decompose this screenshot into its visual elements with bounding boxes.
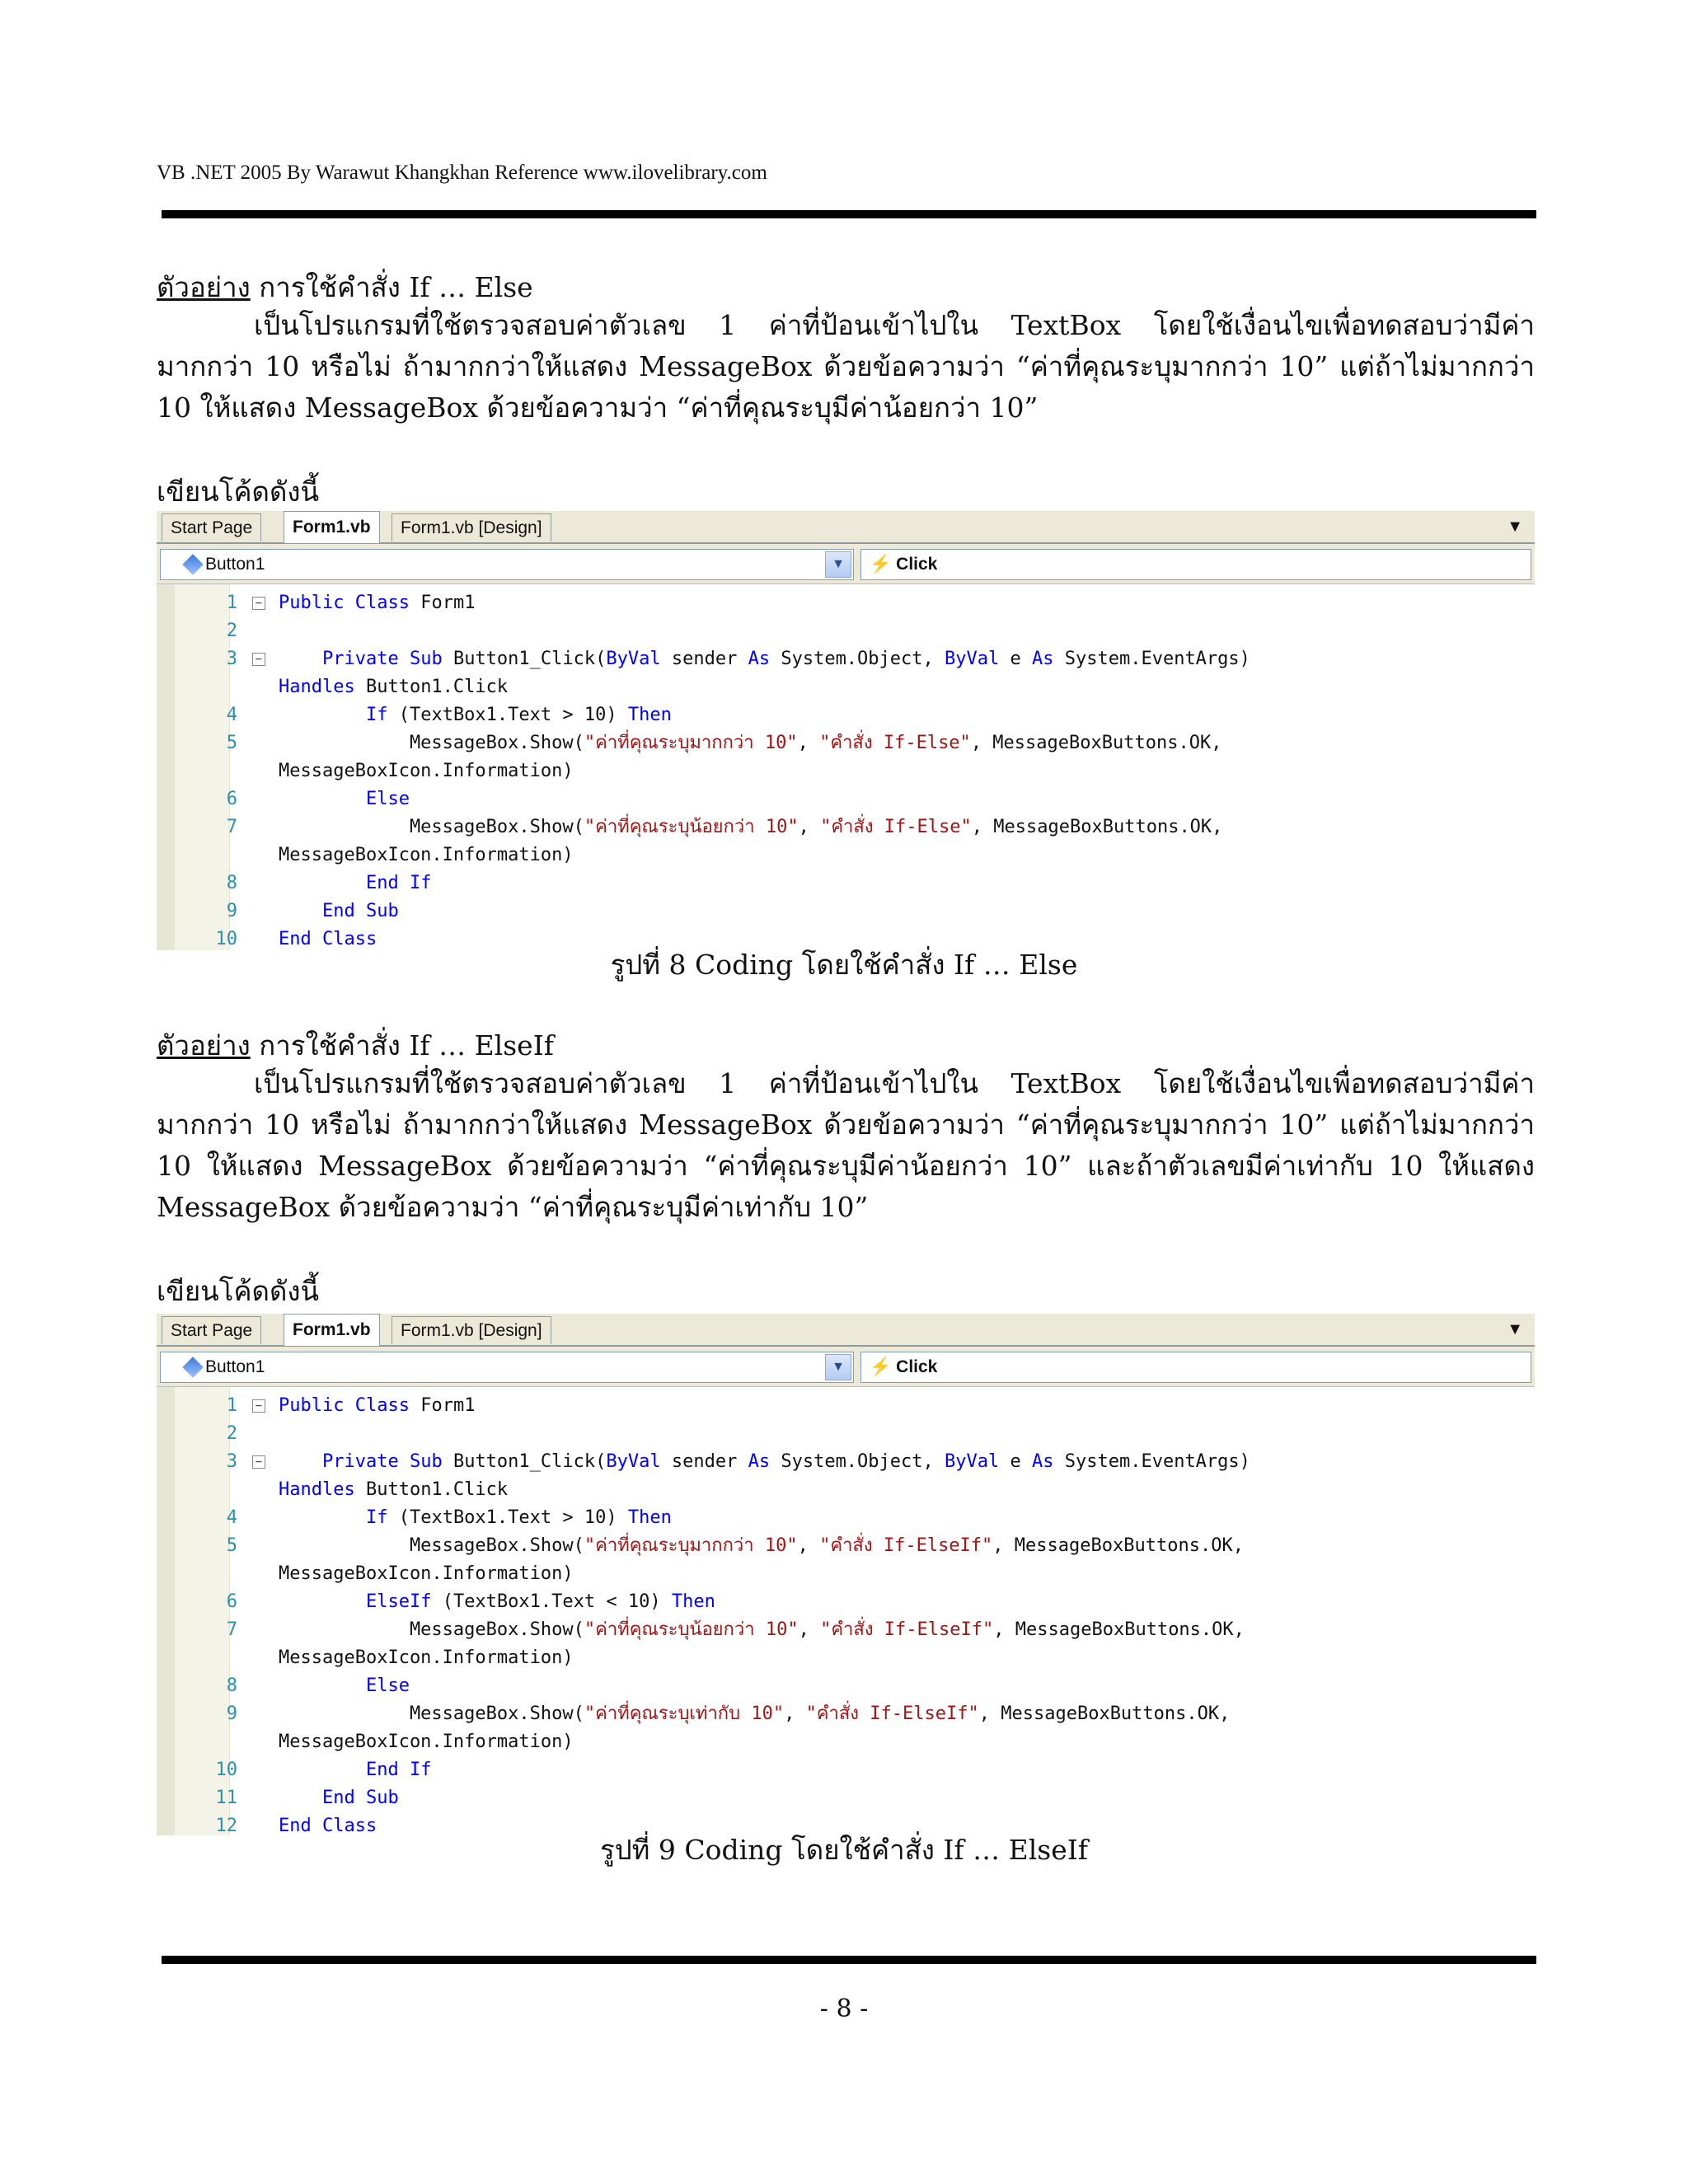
code-editor-2[interactable] [157,1387,1535,1835]
event-bolt-icon: ⚡ [870,555,892,574]
code-line [157,589,1535,617]
line-number: 9 [226,901,237,921]
code-line [157,1392,1535,1420]
code-line [157,757,1535,785]
header-rule [162,210,1536,218]
code-line [157,1672,1535,1700]
code-text: End Class [279,1816,377,1836]
event-combo-value: Click [896,1357,938,1376]
code-text: End Class [279,929,377,949]
code-line [157,1532,1535,1560]
editor-tab-bar [157,511,1535,544]
figure9-caption: รูปที่ 9 Coding โดยใช้คำสั่ง If … ElseIf [599,1834,1088,1866]
code-text: MessageBoxIcon.Information) [279,761,574,781]
code-line [157,729,1535,757]
section2-description [157,1063,1535,1228]
code-text: MessageBoxIcon.Information) [279,1563,574,1584]
code-line [157,1560,1535,1588]
code-text: If (TextBox1.Text > 10) Then [365,705,672,725]
collapse-icon[interactable]: − [252,1455,265,1469]
code-text: Handles Button1.Click [279,1479,509,1500]
code-text: Private Sub Button1_Click(ByVal sender As System.Object, ByVal e As System.EventArgs) [321,1451,1250,1472]
line-number: 8 [226,1675,237,1696]
code-line [157,898,1535,926]
code-line [157,1448,1535,1476]
line-number: 5 [226,733,237,753]
code-text: Private Sub Button1_Click(ByVal sender As System.Object, ByVal e As System.EventArgs) [321,649,1250,669]
tab-form1-vb[interactable]: Form1.vb [284,511,380,543]
line-number: 1 [226,1395,237,1416]
line-number: 10 [215,929,237,949]
code-text: MessageBoxIcon.Information) [279,845,574,865]
object-combo[interactable] [160,1352,854,1383]
section1-description [157,305,1535,429]
editor-tab-bar [157,1314,1535,1347]
code-text: Else [365,789,410,809]
tab-dropdown-icon[interactable]: ▼ [1507,518,1523,536]
line-number: 4 [226,1507,237,1528]
figure8-caption: รูปที่ 8 Coding โดยใช้คำสั่ง If … Else [610,949,1078,981]
line-number: 2 [226,1423,237,1444]
event-bolt-icon: ⚡ [870,1357,892,1376]
line-number: 8 [226,873,237,893]
section2-heading [157,1024,554,1067]
line-number: 10 [215,1760,237,1780]
collapse-icon[interactable]: − [252,597,265,610]
code-text: End If [365,1760,432,1780]
tab-start-page[interactable]: Start Page [162,1316,261,1344]
code-line [157,1504,1535,1532]
code-line [157,1476,1535,1504]
section2-heading-rest: การใช้คำสั่ง If … ElseIf [250,1029,554,1062]
line-number: 1 [226,593,237,613]
collapse-icon[interactable]: − [252,1399,265,1413]
code-text: MessageBoxIcon.Information) [279,1647,574,1668]
line-number: 6 [226,1591,237,1612]
code-line [157,1644,1535,1672]
event-combo-value: Click [896,555,938,574]
object-combo-dropdown-icon[interactable]: ▼ [825,1354,851,1380]
code-line [157,645,1535,673]
line-number: 3 [226,649,237,669]
section1-paragraph: เป็นโปรแกรมที่ใช้ตรวจสอบค่าตัวเลข 1 ค่าที่ป้อนเข้าไปใน TextBox โดยใช้เงื่อนไขเพื่อทดสอบว่ามีค่ามากกว่า 10 หรือไม่ ถ้ามากกว่าให้แสดง MessageBox ด้วยข้อความว่า “ค่าที่คุณระบุมากกว่า 10” แต่ถ้าไม่มากกว่า 10 ให้แสดง MessageBox ด้วยข้อความว่า “ค่าที่คุณระบุมีค่าน้อยกว่า 10” [157,309,1535,424]
line-number: 2 [226,621,237,641]
code-line [157,1588,1535,1616]
object-combo-value: Button1 [205,1357,265,1376]
tab-dropdown-icon[interactable]: ▼ [1507,1320,1523,1338]
event-combo[interactable] [860,549,1531,580]
code-line [157,1700,1535,1728]
code-line [157,785,1535,813]
line-number: 11 [215,1788,237,1808]
combo-bar [157,1347,1535,1387]
code-text: MessageBox.Show("ค่าที่คุณระบุมากกว่า 10", "คำสั่ง If-Else", MessageBoxButtons.OK, [279,733,1222,753]
line-number: 6 [226,789,237,809]
tab-form1-vb[interactable]: Form1.vb [284,1314,380,1346]
line-number: 12 [215,1816,237,1836]
tab-form1-design[interactable]: Form1.vb [Design] [392,513,551,541]
object-icon [182,555,203,575]
ide-window-1 [157,511,1535,950]
section2-paragraph: เป็นโปรแกรมที่ใช้ตรวจสอบค่าตัวเลข 1 ค่าที่ป้อนเข้าไปใน TextBox โดยใช้เงื่อนไขเพื่อทดสอบว่ามีค่ามากกว่า 10 หรือไม่ ถ้ามากกว่าให้แสดง MessageBox ด้วยข้อความว่า “ค่าที่คุณระบุมากกว่า 10” แต่ถ้าไม่มากกว่า 10 ให้แสดง MessageBox ด้วยข้อความว่า “ค่าที่คุณระบุมีค่าน้อยกว่า 10” และถ้าตัวเลขมีค่าเท่ากับ 10 ให้แสดง MessageBox ด้วยข้อความว่า “ค่าที่คุณระบุมีค่าเท่ากับ 10” [157,1067,1535,1223]
object-combo-value: Button1 [205,555,265,574]
footer-rule [162,1956,1536,1964]
code-text: MessageBox.Show("ค่าที่คุณระบุน้อยกว่า 10", "คำสั่ง If-Else", MessageBoxButtons.OK, [279,817,1223,837]
code-text: ElseIf (TextBox1.Text < 10) Then [365,1591,715,1612]
code-line [157,869,1535,898]
section2-heading-prefix: ตัวอย่าง [157,1029,251,1062]
code-text: End Sub [321,1788,399,1808]
code-text: End If [365,873,432,893]
code-line [157,617,1535,645]
line-number: 7 [226,1619,237,1640]
object-combo-dropdown-icon[interactable]: ▼ [825,551,851,578]
code-line [157,673,1535,701]
object-combo[interactable] [160,549,854,580]
code-line [157,1616,1535,1644]
object-icon [182,1357,203,1378]
code-editor-1[interactable] [157,584,1535,950]
line-number: 4 [226,705,237,725]
code-text: MessageBoxIcon.Information) [279,1732,574,1752]
line-number: 3 [226,1451,237,1472]
section1-heading-rest: การใช้คำสั่ง If … Else [250,271,533,303]
code-line [157,813,1535,841]
section1-code-intro: เขียนโค้ดดังนี้ [157,476,320,508]
section1-heading-prefix: ตัวอย่าง [157,271,251,303]
code-text: Public Class Form1 [279,1395,476,1416]
collapse-icon[interactable]: − [252,653,265,666]
code-text: End Sub [321,901,399,921]
code-line [157,1784,1535,1812]
event-combo[interactable] [860,1352,1531,1383]
code-text: MessageBox.Show("ค่าที่คุณระบุน้อยกว่า 10", "คำสั่ง If-ElseIf", MessageBoxButtons.OK, [279,1619,1245,1640]
section2-code-intro: เขียนโค้ดดังนี้ [157,1275,320,1307]
code-text: MessageBox.Show("ค่าที่คุณระบุเท่ากับ 10", "คำสั่ง If-ElseIf", MessageBoxButtons.OK, [279,1704,1231,1724]
code-text: Else [365,1675,410,1696]
tab-form1-design[interactable]: Form1.vb [Design] [392,1316,551,1344]
code-text: MessageBox.Show("ค่าที่คุณระบุมากกว่า 10", "คำสั่ง If-ElseIf", MessageBoxButtons.OK, [279,1535,1244,1556]
code-text: Public Class Form1 [279,593,476,613]
code-text: Handles Button1.Click [279,677,509,697]
line-number: 7 [226,817,237,837]
line-number: 9 [226,1704,237,1724]
tab-start-page[interactable]: Start Page [162,513,261,541]
section1-heading [157,265,533,309]
ide-window-2 [157,1314,1535,1835]
page-number: - 8 - [819,1994,869,2023]
code-line [157,841,1535,869]
line-number: 5 [226,1535,237,1556]
combo-bar [157,544,1535,584]
code-line [157,701,1535,729]
code-line [157,1728,1535,1756]
code-line [157,1756,1535,1784]
code-line [157,1420,1535,1448]
page-header: VB .NET 2005 By Warawut Khangkhan Reference www.ilovelibrary.com [157,162,767,184]
code-text: If (TextBox1.Text > 10) Then [365,1507,672,1528]
